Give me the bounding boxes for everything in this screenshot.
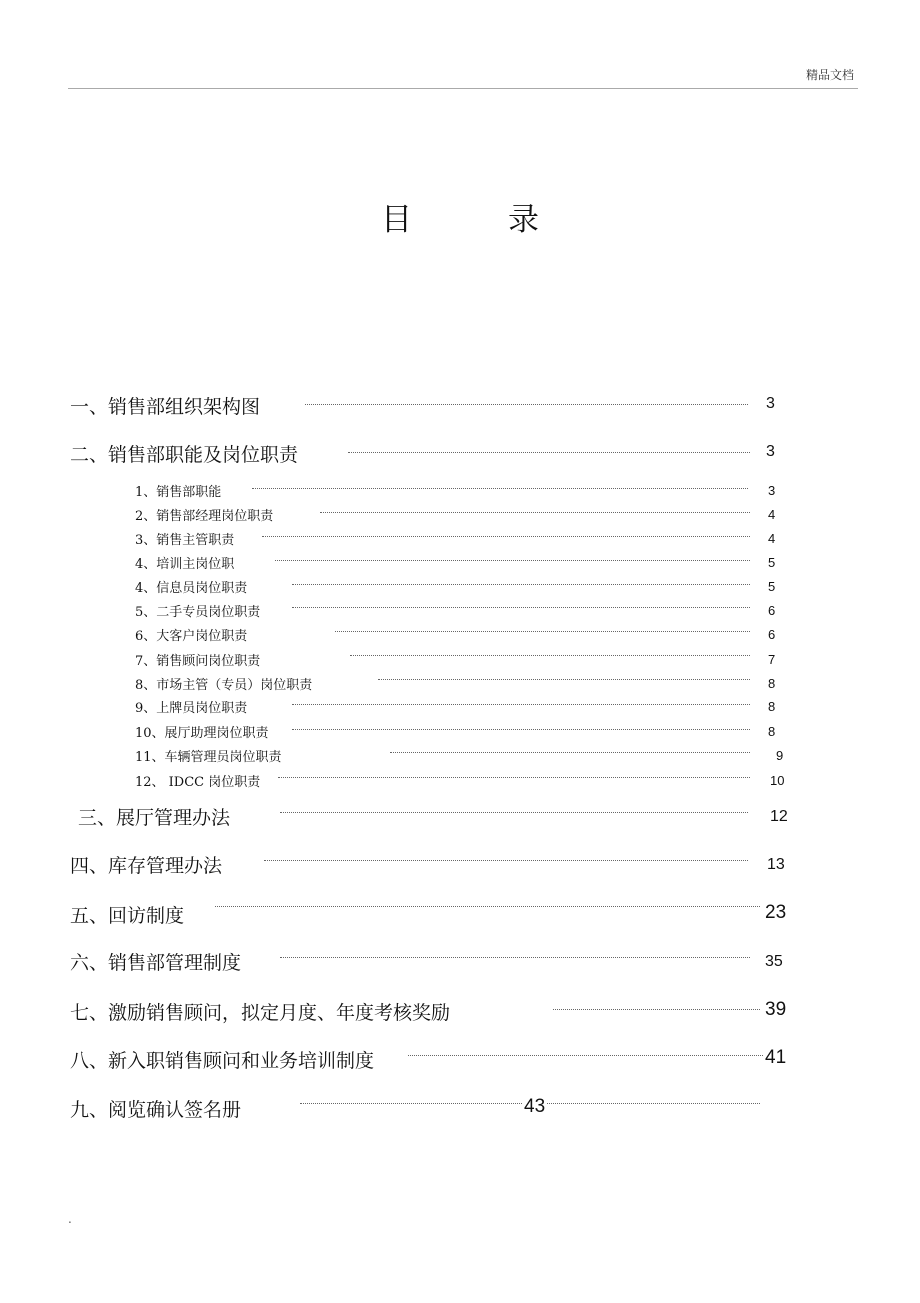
toc-leader: [292, 584, 750, 585]
toc-leader: [262, 536, 750, 537]
header-rule: [68, 88, 858, 89]
toc-entry[interactable]: [0, 1046, 920, 1076]
toc-leader: [278, 777, 750, 778]
toc-leader: [280, 957, 750, 958]
toc-entry-page: 9: [776, 748, 784, 763]
toc-entry-page: 6: [768, 627, 776, 642]
toc-entry-label: 10、展厅助理岗位职责: [135, 726, 269, 741]
toc-entry-label: 九、阅览确认签名册: [70, 1099, 242, 1121]
toc-entry-page: 41: [765, 1047, 787, 1068]
toc-entry[interactable]: [0, 901, 920, 931]
toc-leader: [292, 607, 750, 608]
toc-entry-label: 9、上牌员岗位职责: [135, 701, 248, 716]
toc-entry[interactable]: [0, 998, 920, 1028]
toc-entry-page: 6: [768, 603, 776, 618]
toc-entry-label: 八、新入职销售顾问和业务培训制度: [70, 1050, 375, 1072]
toc-leader: [320, 512, 750, 513]
toc-entry-page: 4: [768, 531, 776, 546]
toc-entry-page: 13: [767, 856, 785, 873]
toc-leader: [408, 1055, 763, 1056]
toc-leader: [280, 812, 748, 813]
toc-entry-page: 8: [768, 676, 776, 691]
toc-entry-page: 43: [524, 1096, 546, 1117]
toc-entry-page: 5: [768, 579, 776, 594]
toc-entry-label: 一、销售部组织架构图: [70, 396, 261, 418]
toc-leader: [275, 560, 750, 561]
toc-leader: [252, 488, 748, 489]
toc-entry-label: 2、销售部经理岗位职责: [135, 509, 274, 524]
toc-entry-page: 5: [768, 555, 776, 570]
toc-entry-page: 8: [768, 724, 776, 739]
toc-entry[interactable]: [0, 440, 920, 470]
toc-entry-label: 3、销售主管职责: [135, 533, 235, 548]
toc-entry-page: 7: [768, 652, 776, 667]
toc-leader: [348, 452, 750, 453]
toc-entry-label: 6、大客户岗位职责: [135, 629, 248, 644]
toc-entry-page: 35: [765, 953, 783, 970]
toc-entry-label: 二、销售部职能及岗位职责: [70, 444, 299, 466]
toc-entry[interactable]: [0, 392, 920, 422]
toc-leader: [215, 906, 760, 907]
toc-leader: [292, 704, 750, 705]
toc-entry-label: 5、二手专员岗位职责: [135, 605, 261, 620]
toc-leader: [264, 860, 748, 861]
toc-entry-label: 7、销售顾问岗位职责: [135, 654, 261, 669]
toc-leader: [553, 1009, 760, 1010]
toc-entry-page: 3: [768, 483, 776, 498]
toc-entry-page: 3: [766, 443, 775, 460]
toc-entry-page: 39: [765, 999, 787, 1020]
toc-entry-label: 4、信息员岗位职责: [135, 581, 248, 596]
toc-leader: [378, 679, 750, 680]
toc-leader: [292, 729, 750, 730]
page-title: [0, 194, 920, 239]
toc-entry[interactable]: [0, 1095, 920, 1125]
toc-entry-page: 10: [770, 773, 785, 788]
toc-entry-page: 4: [768, 507, 776, 522]
toc-entry-label: 三、展厅管理办法: [78, 807, 231, 829]
toc-entry-page: 23: [765, 902, 787, 923]
toc-entry[interactable]: [0, 771, 920, 801]
toc-entry-label: 四、库存管理办法: [70, 855, 223, 877]
toc-entry-label: 五、回访制度: [70, 905, 185, 927]
toc-leader: [390, 752, 750, 753]
toc-entry-label: 1、销售部职能: [135, 485, 222, 500]
toc-entry-label: 8、市场主管（专员）岗位职责: [135, 678, 313, 693]
toc-entry-label: 七、激励销售顾问，拟定月度、年度考核奖励: [70, 1002, 451, 1024]
header-label: 精品文档: [805, 68, 854, 82]
toc-entry-label: 4、培训主岗位职: [135, 557, 235, 572]
toc-entry[interactable]: [0, 948, 920, 978]
toc-leader: [335, 631, 750, 632]
toc-leader: [350, 655, 750, 656]
toc-entry-label: 11、车辆管理员岗位职责: [135, 750, 282, 765]
title-char-2: 录: [508, 202, 539, 238]
toc-leader: [305, 404, 748, 405]
toc-entry[interactable]: [0, 803, 920, 833]
toc-entry-label: 六、销售部管理制度: [70, 952, 242, 974]
toc-entry-page: 8: [768, 699, 776, 714]
toc-entry-label: 12、 IDCC 岗位职责: [135, 775, 261, 790]
title-char-1: 目: [381, 202, 412, 238]
toc-entry[interactable]: [0, 851, 920, 881]
toc-entry-page: 12: [770, 808, 788, 825]
footer-mark: .: [68, 1212, 72, 1226]
toc-entry-page: 3: [766, 395, 775, 412]
